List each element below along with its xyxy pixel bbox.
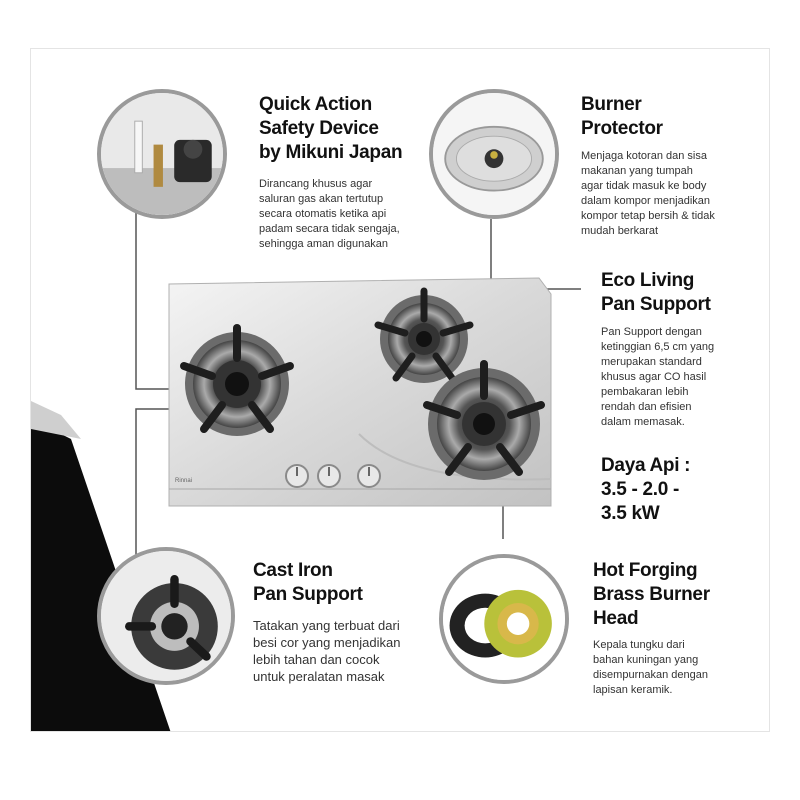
burner-protector-desc: Menjaga kotoran dan sisa makanan yang tumpah agar tidak masuk ke body dalam kompor menjadikan kompor tetap bersih & tidak mudah berkarat — [581, 150, 715, 237]
burner-protector-photo — [429, 89, 559, 219]
hot-forging-title: Hot Forging Brass Burner Head — [593, 560, 710, 629]
daya-api-title: Daya Api : 3.5 - 2.0 - 3.5 kW — [601, 455, 691, 524]
cast-iron-photo — [97, 547, 235, 685]
gas-stove-image — [159, 274, 559, 514]
eco-living-desc: Pan Support dengan ketinggian 6,5 cm yang merupakan standard khusus agar CO hasil pembakaran lebih rendah dan efisien dalam memasak. — [601, 326, 715, 428]
safety-device-photo — [97, 89, 227, 219]
quick-action-title: Quick Action Safety Device by Mikuni Japan — [259, 94, 403, 163]
hot-forging-desc: Kepala tungku dari bahan kuningan yang disempurnakan dengan lapisan keramik. — [593, 639, 708, 696]
stove-brand-label: Rinnai — [175, 478, 193, 484]
eco-living-title: Eco Living Pan Support — [601, 270, 711, 315]
brass-burner-photo — [439, 554, 569, 684]
quick-action-desc: Dirancang khusus agar saluran gas akan tertutup secara otomatis ketika api padam secara tidak sengaja, sehingga aman digunakan — [259, 178, 400, 250]
product-infographic — [30, 48, 770, 732]
cast-iron-title: Cast Iron Pan Support — [253, 560, 363, 605]
cast-iron-desc: Tatakan yang terbuat dari besi cor yang menjadikan lebih tahan dan cocok untuk peralatan masak — [253, 618, 401, 684]
burner-protector-title: Burner Protector — [581, 94, 663, 139]
